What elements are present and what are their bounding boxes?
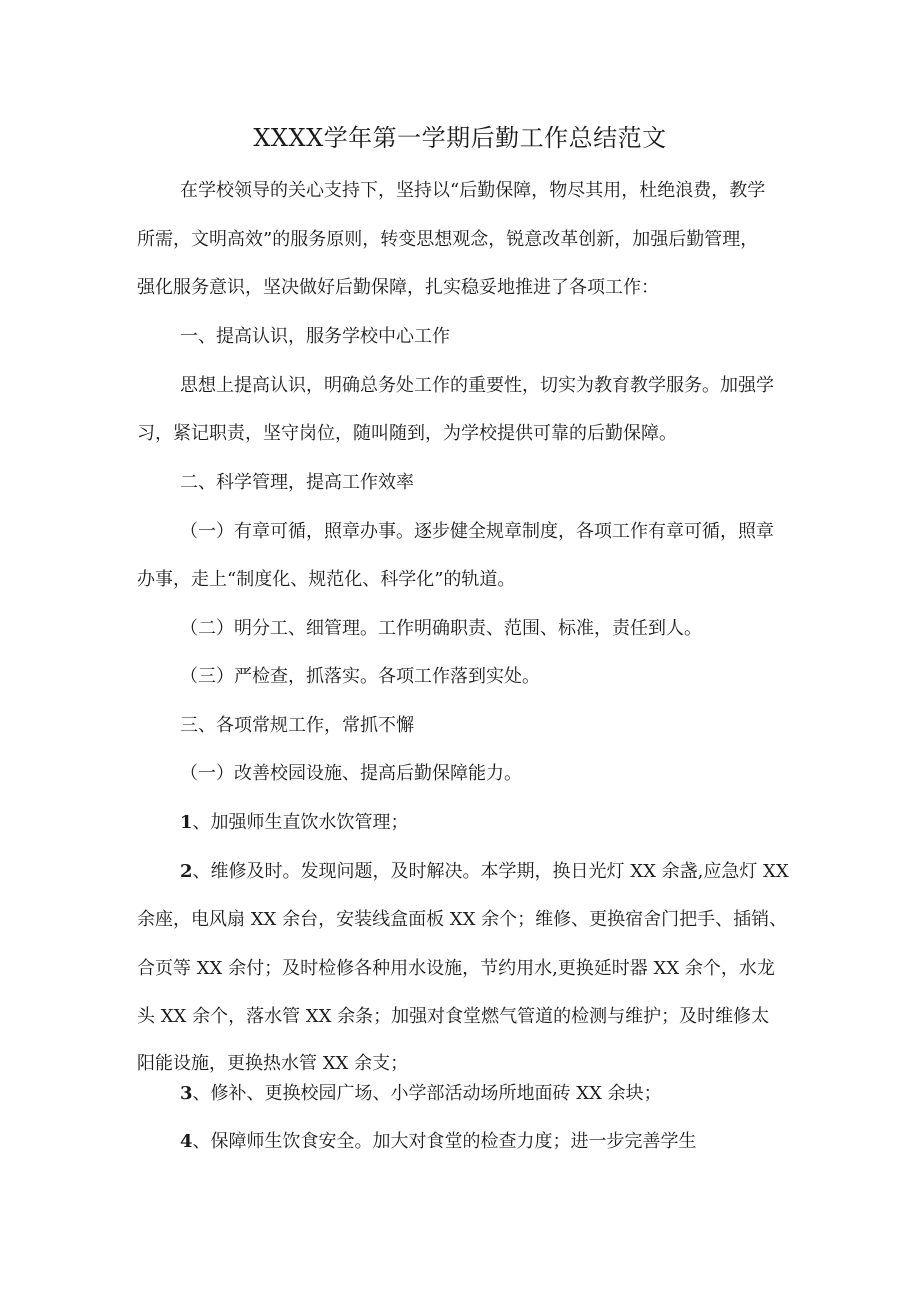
intro-line-3: 强化服务意识，坚决做好后勤保障，扎实稳妥地推进了各项工作： xyxy=(137,277,659,298)
point-number: 4 xyxy=(180,1131,193,1152)
section-3-heading: 三、各项常规工作，常抓不懈 xyxy=(180,715,414,736)
point-text: 、维修及时。发现问题，及时解决。本学期，换日光灯 XX 余盏,应急灯 XX xyxy=(192,861,789,882)
intro-line-2: 所需，文明高效”的服务原则，转变思想观念，锐意改革创新，加强后勤管理， xyxy=(137,229,759,250)
section-2-item-1-line-1: （一）有章可循，照章办事。逐步健全规章制度，各项工作有章可循，照章 xyxy=(180,521,774,542)
point-number: 1 xyxy=(180,812,193,833)
section-3-point-4 xyxy=(180,1129,697,1155)
point-text: 、保障师生饮食安全。加大对食堂的检查力度；进一步完善学生 xyxy=(192,1131,697,1152)
section-3-point-2-line-4: 头 XX 余个，落水管 XX 余条；加强对食堂燃气管道的检测与维护；及时维修太 xyxy=(137,1006,770,1027)
section-3-point-2-line-5: 阳能设施，更换热水管 XX 余支； xyxy=(137,1053,409,1074)
point-text: 、修补、更换校园广场、小学部活动场所地面砖 XX 余块； xyxy=(192,1083,662,1104)
section-1-heading: 一、提高认识，服务学校中心工作 xyxy=(180,326,450,347)
section-1-body-line-1: 思想上提高认识，明确总务处工作的重要性，切实为教育教学服务。加强学 xyxy=(180,375,774,396)
section-3-point-2-line-2: 余座，电风扇 XX 余台，安装线盒面板 XX 余个；维修、更换宿舍门把手、插销、 xyxy=(137,909,788,930)
section-2-item-1-line-2: 办事，走上“制度化、规范化、科学化”的轨道。 xyxy=(137,569,516,590)
document-title: XXXX学年第一学期后勤工作总结范文 xyxy=(253,124,667,152)
section-3-point-2-line-3: 合页等 XX 余付；及时检修各种用水设施，节约用水,更换延时器 XX 余个，水龙 xyxy=(137,958,775,979)
section-1-body-line-2: 习，紧记职责，坚守岗位，随叫随到，为学校提供可靠的后勤保障。 xyxy=(137,423,677,444)
section-3-point-3 xyxy=(180,1081,662,1107)
intro-line-1: 在学校领导的关心支持下，坚持以“后勤保障，物尽其用，杜绝浪费，教学 xyxy=(180,180,766,201)
point-number: 2 xyxy=(180,861,193,882)
section-2-heading: 二、科学管理，提高工作效率 xyxy=(180,472,414,493)
section-3-point-1 xyxy=(180,810,409,836)
section-3-point-2 xyxy=(180,859,789,885)
section-3-sub-1: （一）改善校园设施、提高后勤保障能力。 xyxy=(180,763,522,784)
section-2-item-2: （二）明分工、细管理。工作明确职责、范围、标准，责任到人。 xyxy=(180,618,702,639)
point-text: 、加强师生直饮水饮管理； xyxy=(192,812,409,833)
point-number: 3 xyxy=(180,1083,193,1104)
section-2-item-3: （三）严检查，抓落实。各项工作落到实处。 xyxy=(180,666,540,687)
